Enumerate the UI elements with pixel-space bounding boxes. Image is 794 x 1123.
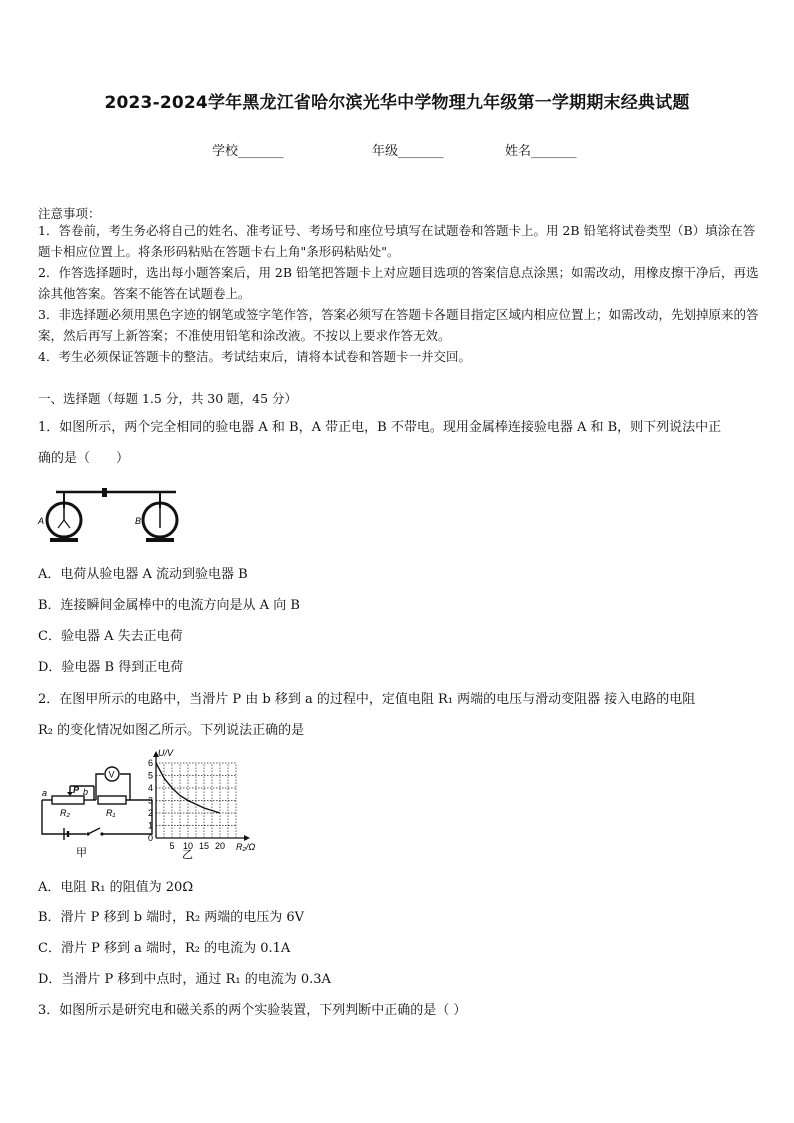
q2-option-c: C．滑片 P 移到 a 端时，R₂ 的电流为 0.1A (38, 941, 291, 956)
q2-option-d: D．当滑片 P 移到中点时，通过 R₁ 的电流为 0.3A (38, 972, 331, 987)
q1-option-d: D．验电器 B 得到正电荷 (38, 660, 184, 675)
label-a: A (38, 516, 45, 526)
graph-caption: 乙 (182, 849, 193, 860)
grade-field: 年级_______ (372, 144, 444, 159)
y-tick-label: 5 (148, 770, 154, 781)
y-tick-label: 4 (148, 783, 154, 793)
q3-stem: 3．如图所示是研究电和磁关系的两个实验装置，下列判断中正确的是（ ） (38, 1003, 467, 1018)
r1-label: R₁ (106, 808, 116, 818)
electroscope-figure (36, 484, 196, 548)
x-axis-arrow (244, 835, 250, 841)
terminal-a-label: a (42, 788, 48, 798)
y-tick-label: 2 (148, 808, 154, 818)
y-axis-label: U/V (158, 748, 174, 758)
y-tick-label: 0 (148, 833, 154, 843)
y-tick-label: 6 (148, 758, 154, 768)
q2-stem-line2: R₂ 的变化情况如图乙所示。下列说法正确的是 (38, 723, 305, 738)
y-tick-label: 3 (148, 795, 154, 806)
notice-item-2: 2．作答选择题时，选出每小题答案后，用 2B 铅笔把答题卡上对应题目选项的答案信息点涂黑；如需改动，用橡皮擦干净后，再选涂其他答案。答案不能答在试题卷上。 (38, 265, 759, 301)
x-tick-label: 15 (199, 841, 210, 851)
exam-title: 2023-2024学年黑龙江省哈尔滨光华中学物理九年级第一学期期末经典试题 (104, 93, 690, 113)
terminal-b-label: b (83, 787, 89, 797)
notice-item-4: 4．考生必须保证答题卡的整洁。考试结束后，请将本试卷和答题卡一并交回。 (38, 349, 471, 364)
circuit-caption: 甲 (76, 847, 87, 859)
q1-option-b: B．连接瞬间金属棒中的电流方向是从 A 向 B (38, 598, 300, 613)
label-b: B (135, 516, 142, 526)
chart-axes (153, 751, 250, 841)
q1-stem-line1: 1．如图所示，两个完全相同的验电器 A 和 B，A 带正电，B 不带电。现用金属棒连接验电器 A 和 B，则下列说法中正 (38, 420, 722, 435)
q2-stem-line1: 2．在图甲所示的电路中，当滑片 P 由 b 移到 a 的过程中，定值电阻 R₁ 两端的电压与滑动变阻器 接入电路的电阻 (38, 692, 696, 707)
q1-option-c: C．验电器 A 失去正电荷 (38, 629, 183, 644)
name-field: 姓名_______ (505, 144, 577, 159)
chart-ticks (148, 758, 225, 851)
x-tick-label: 5 (169, 841, 175, 851)
q1-stem-line2: 确的是（ ） (38, 451, 130, 466)
q2-option-b: B．滑片 P 移到 b 端时，R₂ 两端的电压为 6V (38, 910, 305, 925)
x-tick-label: 10 (183, 841, 194, 851)
y-tick-label: 1 (148, 820, 154, 831)
voltmeter-label: V (108, 769, 115, 780)
notice-item-3: 3．非选择题必须用黑色字迹的钢笔或签字笔作答，答案必须写在答题卡各题目指定区域内相应位置上；如需改动，先划掉原来的答案，然后再写上新答案；不准使用铅笔和涂改液。不按以上要求作答无效。 (38, 307, 759, 343)
notice-item-1: 1．答卷前，考生务必将自己的姓名、准考证号、考场号和座位号填写在试题卷和答题卡上。用 2B 铅笔将试卷类型（B）填涂在答题卡相应位置上。将条形码粘贴在答题卡右上角"条形码粘贴处"。 (38, 223, 756, 259)
q2-option-a: A．电阻 R₁ 的阻值为 20Ω (38, 880, 194, 895)
slider-p-label: P (73, 785, 80, 795)
q1-option-a: A．电荷从验电器 A 流动到验电器 B (38, 567, 248, 582)
r2-label: R₂ (60, 808, 70, 818)
voltage-resistance-graph (138, 746, 266, 860)
x-axis-label: R₂/Ω (236, 842, 256, 852)
x-tick-label: 20 (215, 841, 226, 851)
notice-heading: 注意事项： (38, 206, 101, 221)
chart-grid (156, 763, 236, 838)
school-field: 学校_______ (212, 144, 284, 159)
section-heading: 一、选择题（每题 1.5 分，共 30 题，45 分） (38, 391, 298, 406)
